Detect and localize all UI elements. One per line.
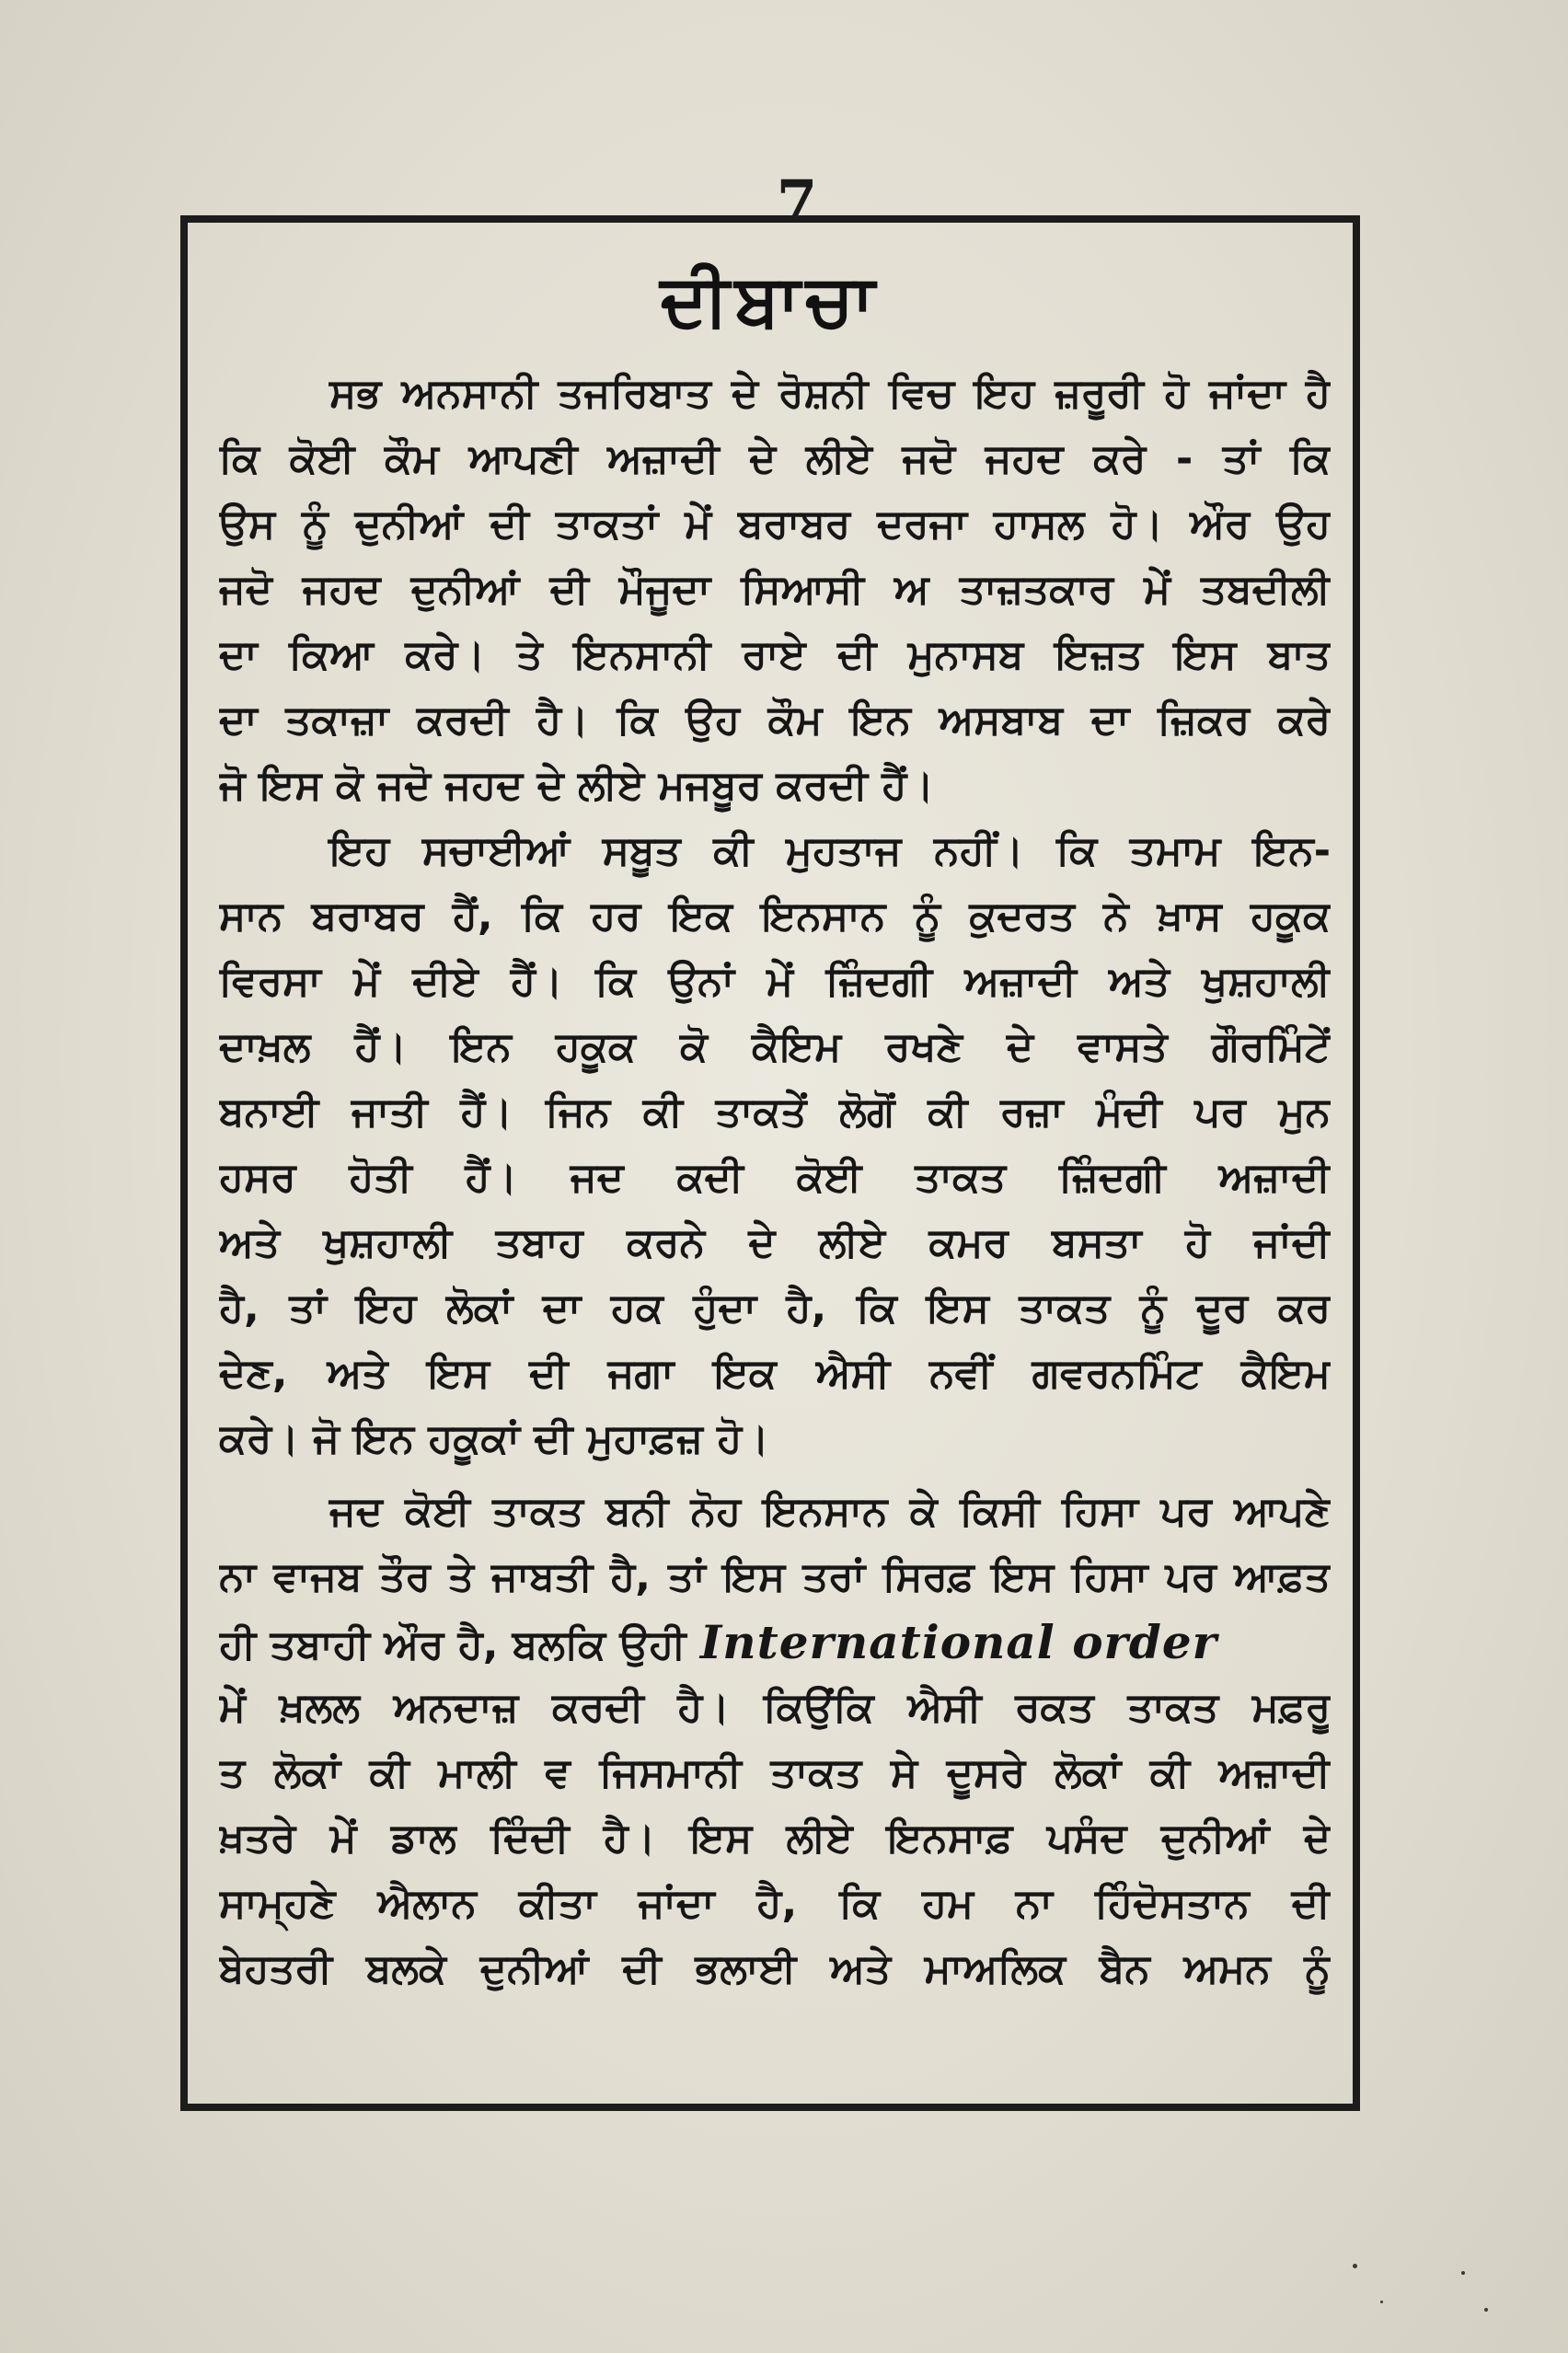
- text-line: [219, 1079, 1331, 1145]
- paper-speck: [1461, 2271, 1465, 2275]
- line-text: ਜੋ ਇਸ ਕੋ ਜਦੋ ਜਹਦ ਦੇ ਲੀਏ ਮਜਬੂਰ ਕਰਦੀ ਹੈਂ।: [219, 762, 935, 809]
- text-line: [219, 1936, 1331, 2001]
- line-text: ਵਿਰਸਾ ਮੇਂ ਦੀਏ ਹੈਂ। ਕਿ ਉਨਾਂ ਮੇਂ ਜ਼ਿੰਦਗੀ ਅਜ਼ਾਦੀ ਅਤੇ ਖੁਸ਼ਹਾਲੀ: [219, 958, 1331, 1005]
- line-text: ਸਭ ਅਨਸਾਨੀ ਤਜਰਿਬਾਤ ਦੇ ਰੋਸ਼ਨੀ ਵਿਚ ਇਹ ਜ਼ਰੂਰੀ ਹੋ ਜਾਂਦਾ ਹੈ: [329, 370, 1331, 417]
- line-text: ਕਰੇ। ਜੋ ਇਨ ਹਕੂਕਾਂ ਦੀ ਮੁਹਾਫ਼ਜ਼ ਹੋ।: [219, 1415, 769, 1462]
- line-text: ਨਾ ਵਾਜਬ ਤੌਰ ਤੇ ਜਾਬਤੀ ਹੈ, ਤਾਂ ਇਸ ਤਰਾਂ ਸਿਰਫ਼ ਇਸ ਹਿਸਾ ਪਰ ਆਫ਼ਤ: [219, 1553, 1331, 1600]
- page-heading: ਦੀਬਾਚਾ: [660, 260, 881, 342]
- text-line: [219, 426, 1331, 491]
- line-text: ਅਤੇ ਖੁਸ਼ਹਾਲੀ ਤਬਾਹ ਕਰਨੇ ਦੇ ਲੀਏ ਕਮਰ ਬਸਤਾ ਹੋ ਜਾਂਦੀ: [219, 1219, 1331, 1266]
- line-text: ਦੇਣ, ਅਤੇ ਇਸ ਦੀ ਜਗਾ ਇਕ ਐਸੀ ਨਵੀਂ ਗਵਰਨਮਿੰਟ ਕੈਇਮ: [219, 1350, 1331, 1397]
- line-text: ਬੇਹਤਰੀ ਬਲਕੇ ਦੁਨੀਆਂ ਦੀ ਭਲਾਈ ਅਤੇ ਮਾਅਲਿਕ ਬੈਨ ਅਮਨ ਨੂੰ: [219, 1945, 1331, 1992]
- text-line: [219, 1275, 1331, 1341]
- text-line: [219, 1014, 1331, 1079]
- line-text: ਖ਼ਤਰੇ ਮੇਂ ਡਾਲ ਦਿੰਦੀ ਹੈ। ਇਸ ਲੀਏ ਇਨਸਾਫ਼ ਪਸੰਦ ਦੁਨੀਆਂ ਦੇ: [219, 1815, 1331, 1862]
- text-line: [219, 1805, 1331, 1871]
- text-line: [219, 1145, 1331, 1210]
- paper-speck: [1353, 2264, 1357, 2268]
- line-text: ਇਹ ਸਚਾਈਆਂ ਸਬੂਤ ਕੀ ਮੁਹਤਾਜ ਨਹੀਂ। ਕਿ ਤਮਾਮ ਇਨ-: [329, 827, 1331, 874]
- paper-speck: [1484, 2308, 1488, 2312]
- line-text: ਬਨਾਈ ਜਾਤੀ ਹੈਂ। ਜਿਨ ਕੀ ਤਾਕਤੇਂ ਲੋਗੋਂ ਕੀ ਰਜ਼ਾ ਮੰਦੀ ਪਰ ਮੁਨ: [219, 1089, 1331, 1136]
- text-line: [219, 949, 1331, 1014]
- line-text: ਉਸ ਨੂੰ ਦੁਨੀਆਂ ਦੀ ਤਾਕਤਾਂ ਮੇਂ ਬਰਾਬਰ ਦਰਜਾ ਹਾਸਲ ਹੋ। ਔਰ ਉਹ: [219, 501, 1331, 548]
- body-text: [219, 361, 1331, 2001]
- text-line: [219, 687, 1331, 753]
- line-text: ਹੈ, ਤਾਂ ਇਹ ਲੋਕਾਂ ਦਾ ਹਕ ਹੁੰਦਾ ਹੈ, ਕਿ ਇਸ ਤਾਕਤ ਨੂੰ ਦੂਰ ਕਰ: [219, 1285, 1331, 1332]
- line-text: ਦਾ ਕਿਆ ਕਰੇ। ਤੇ ਇਨਸਾਨੀ ਰਾਏ ਦੀ ਮੁਨਾਸਬ ਇਜ਼ਤ ਇਸ ਬਾਤ: [219, 631, 1331, 678]
- line-text: ਕਿ ਕੋਈ ਕੌਮ ਆਪਣੀ ਅਜ਼ਾਦੀ ਦੇ ਲੀਏ ਜਦੋ ਜਹਦ ਕਰੇ - ਤਾਂ ਕਿ: [219, 435, 1331, 482]
- paper-speck: [1380, 2301, 1383, 2303]
- text-line: [219, 818, 1331, 883]
- text-line: [219, 883, 1331, 949]
- text-frame: [180, 215, 1360, 2111]
- line-text: ਦਾਖ਼ਲ ਹੈਂ। ਇਨ ਹਕੂਕ ਕੋ ਕੈਇਮ ਰਖਣੇ ਦੇ ਵਾਸਤੇ ਗੌਰਮਿੰਟੇਂ: [219, 1023, 1331, 1070]
- text-line: [219, 753, 1331, 818]
- line-text: ਮੇਂ ਖ਼ਲਲ ਅਨਦਾਜ਼ ਕਰਦੀ ਹੈ। ਕਿਉਂਕਿ ਐਸੀ ਰਕਤ ਤਾਕਤ ਮਫ਼ਰੂ: [219, 1684, 1331, 1731]
- line-text: ਸਾਮ੍ਹਣੇ ਐਲਾਨ ਕੀਤਾ ਜਾਂਦਾ ਹੈ, ਕਿ ਹਮ ਨਾ ਹਿੰਦੋਸਤਾਨ ਦੀ: [219, 1880, 1331, 1927]
- line-text: ਹੀ ਤਬਾਹੀ ਔਰ ਹੈ, ਬਲਕਿ ਉਹੀ: [219, 1621, 686, 1668]
- text-line: [219, 361, 1331, 426]
- handwritten-english-phrase: International order: [699, 1615, 1217, 1669]
- line-text: ਜਦ ਕੋਈ ਤਾਕਤ ਬਨੀ ਨੋਹ ਇਨਸਾਨ ਕੇ ਕਿਸੀ ਹਿਸਾ ਪਰ ਆਪਣੇ: [329, 1488, 1331, 1535]
- text-line: [219, 1479, 1331, 1544]
- text-line: [219, 1871, 1331, 1936]
- text-line: [219, 1341, 1331, 1406]
- text-line: [219, 1406, 1331, 1471]
- line-text: ਜਦੋ ਜਹਦ ਦੁਨੀਆਂ ਦੀ ਮੌਜੂਦਾ ਸਿਆਸੀ ਅ ਤਾਜ਼ਤਕਾਰ ਮੇਂ ਤਬਦੀਲੀ: [219, 566, 1331, 613]
- text-line: [219, 1609, 1331, 1675]
- line-text: ਹਸਰ ਹੋਤੀ ਹੈਂ। ਜਦ ਕਦੀ ਕੋਈ ਤਾਕਤ ਜ਼ਿੰਦਗੀ ਅਜ਼ਾਦੀ: [219, 1154, 1331, 1201]
- text-line: [219, 491, 1331, 557]
- page-number: 7: [776, 167, 818, 236]
- line-text: ਸਾਨ ਬਰਾਬਰ ਹੈਂ, ਕਿ ਹਰ ਇਕ ਇਨਸਾਨ ਨੂੰ ਕੁਦਰਤ ਨੇ ਖ਼ਾਸ ਹਕੂਕ: [219, 893, 1331, 940]
- text-line: [219, 622, 1331, 687]
- line-text: ਤ ਲੋਕਾਂ ਕੀ ਮਾਲੀ ਵ ਜਿਸਮਾਨੀ ਤਾਕਤ ਸੇ ਦੂਸਰੇ ਲੋਕਾਂ ਕੀ ਅਜ਼ਾਦੀ: [219, 1749, 1331, 1796]
- text-line: [219, 1544, 1331, 1609]
- text-line: [219, 1210, 1331, 1275]
- line-text: ਦਾ ਤਕਾਜ਼ਾ ਕਰਦੀ ਹੈ। ਕਿ ਉਹ ਕੌਮ ਇਨ ਅਸਬਾਬ ਦਾ ਜ਼ਿਕਰ ਕਰੇ: [219, 697, 1331, 744]
- text-line: [219, 557, 1331, 622]
- text-line: [219, 1675, 1331, 1740]
- text-line: [219, 1740, 1331, 1805]
